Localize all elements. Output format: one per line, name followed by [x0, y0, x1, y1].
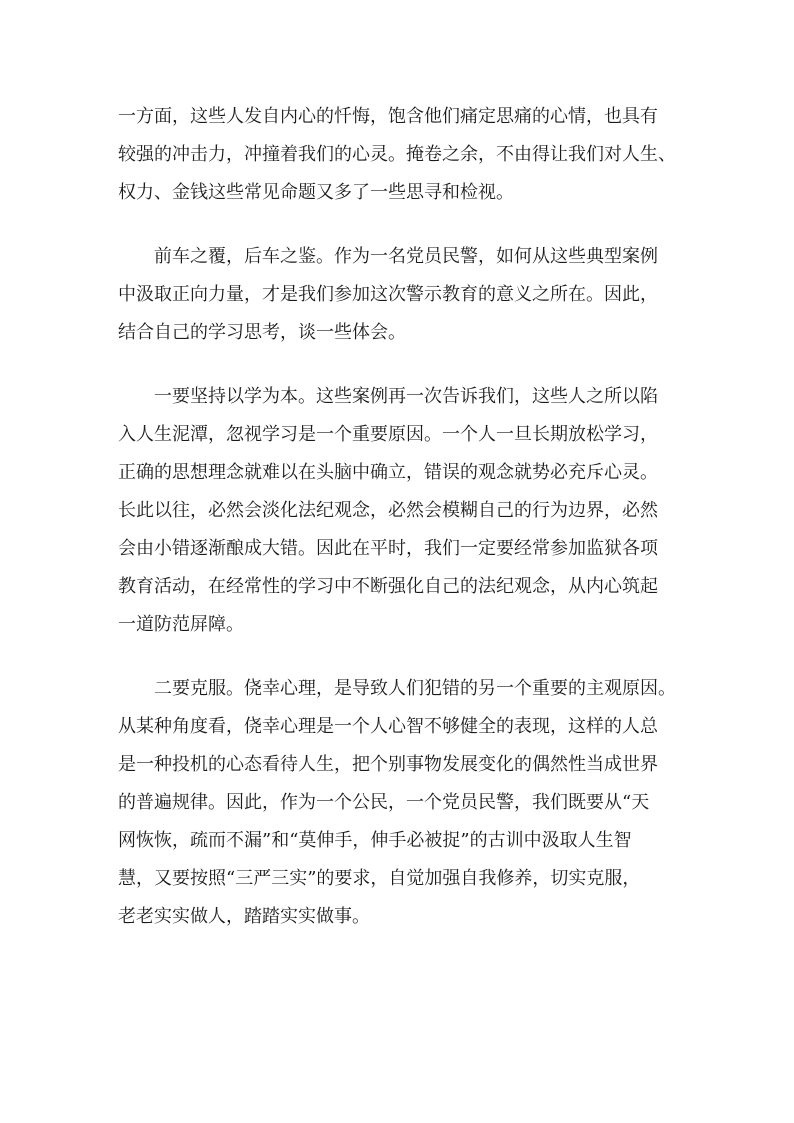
text-line: 慧，又要按照“三严三实”的要求，自觉加强自我修养，切实克服，	[118, 868, 641, 889]
text-line: 老老实实做人，踏踏实实做事。	[118, 906, 370, 927]
text-line: 教育活动，在经常性的学习中不断强化自己的法纪观念，从内心筑起	[118, 576, 658, 597]
text-line: 正确的思想理念就难以在头脑中确立，错误的观念就势必充斥心灵。	[118, 462, 658, 483]
text-line: 一要坚持以学为本。这些案例再一次告诉我们，这些人之所以陷	[154, 386, 658, 407]
text-line: 网恢恢，疏而不漏”和“莫伸手，伸手必被捉”的古训中汲取人生智	[118, 830, 632, 851]
text-line: 权力、金钱这些常见命题又多了一些思寻和检视。	[118, 182, 514, 203]
text-line: 的普遍规律。因此，作为一个公民，一个党员民警，我们既要从“天	[118, 792, 650, 813]
text-line: 一方面，这些人发自内心的忏悔，饱含他们痛定思痛的心情，也具有	[118, 106, 658, 127]
text-line: 二要克服。侥幸心理，是导致人们犯错的另一个重要的主观原因。	[154, 678, 676, 699]
paragraph-2	[118, 238, 684, 352]
text-line: 结合自己的学习思考，谈一些体会。	[118, 322, 406, 343]
text-line: 前车之覆，后车之鉴。作为一名党员民警，如何从这些典型案例	[154, 246, 658, 267]
paragraph-gap	[118, 212, 684, 238]
paragraph-3	[118, 378, 684, 644]
paragraph-4	[118, 670, 684, 936]
text-line: 长此以往，必然会淡化法纪观念，必然会模糊自己的行为边界，必然	[118, 500, 658, 521]
text-line: 较强的冲击力，冲撞着我们的心灵。掩卷之余，不由得让我们对人生、	[118, 144, 676, 165]
text-line: 入人生泥潭，忽视学习是一个重要原因。一个人一旦长期放松学习，	[118, 424, 658, 445]
paragraph-1	[118, 98, 684, 212]
document-body	[118, 98, 684, 936]
text-line: 中汲取正向力量，才是我们参加这次警示教育的意义之所在。因此，	[118, 284, 658, 305]
paragraph-gap	[118, 352, 684, 378]
text-line: 是一种投机的心态看待人生，把个别事物发展变化的偶然性当成世界	[118, 754, 658, 775]
text-line: 一道防范屏障。	[118, 614, 244, 635]
paragraph-gap	[118, 644, 684, 670]
text-line: 从某种角度看，侥幸心理是一个人心智不够健全的表现，这样的人总	[118, 716, 658, 737]
text-line: 会由小错逐渐酿成大错。因此在平时，我们一定要经常参加监狱各项	[118, 538, 658, 559]
